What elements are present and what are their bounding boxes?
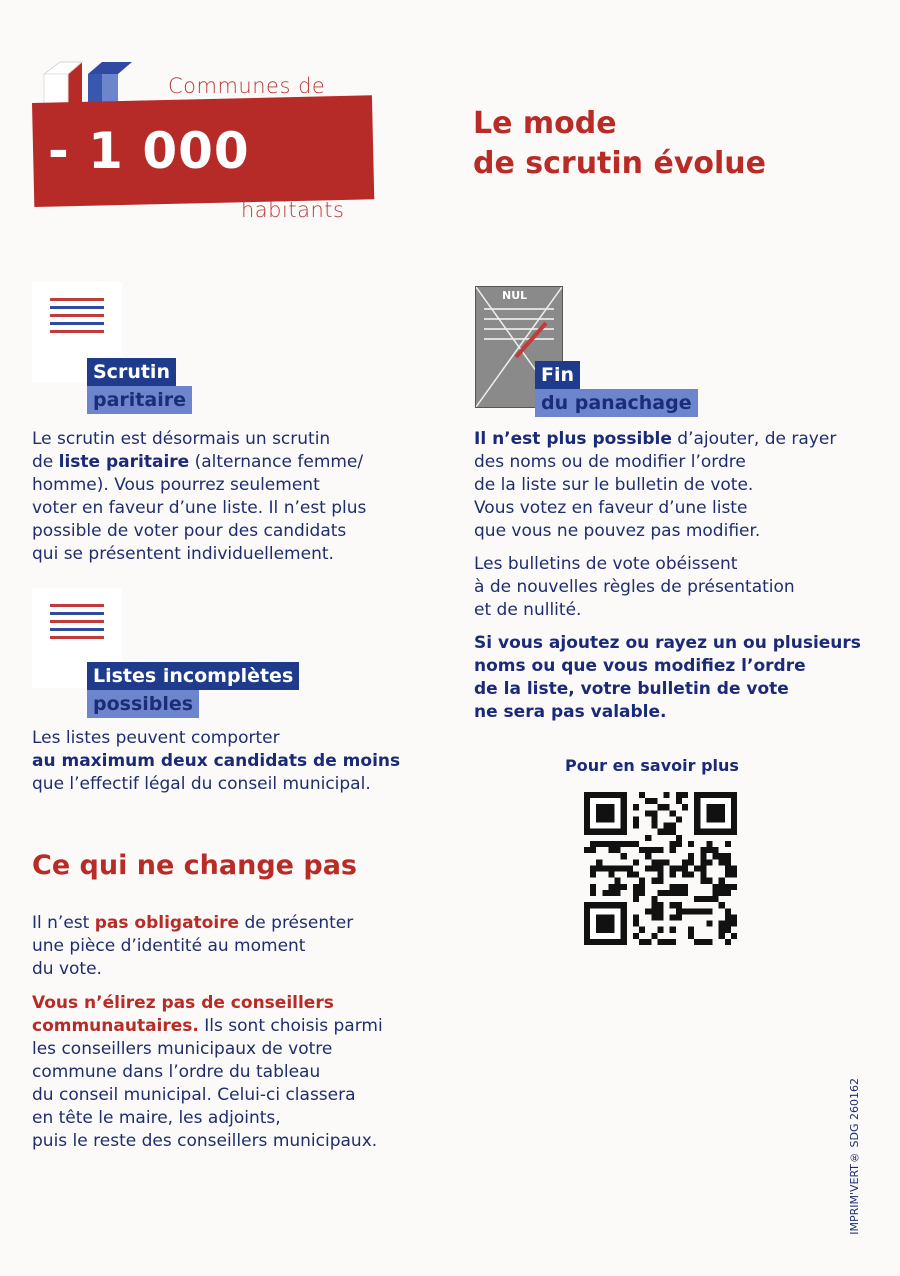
communes-de-label: Communes de xyxy=(168,74,326,98)
listes-incompletes-label: Listes incomplètes possibles xyxy=(87,662,299,718)
invalid-ballot-icon: NUL xyxy=(475,286,563,408)
qr-code-icon[interactable] xyxy=(584,792,737,945)
page-title: Le mode de scrutin évolue xyxy=(473,106,766,181)
habitants-label: habitants xyxy=(241,198,345,222)
scrutin-paritaire-label: Scrutin paritaire xyxy=(87,358,192,414)
section-title: Ce qui ne change pas xyxy=(32,850,357,881)
population-number: - 1 000 xyxy=(48,122,250,180)
fin-panachage-text: Il n’est plus possible d’ajouter, de rayer des noms ou de modifier l’ordre de la liste sur le bulletin de vote. Vous votez en faveur d’une liste que vous ne pouvez pas modifier. Les bulletins de vote obéissent à de nouvelles règles de présentation et de nullité. Si vous ajoutez ou rayez un ou plusieurs noms ou que vous modifiez l’ordre de la liste, votre bulletin de vote ne sera pas valable. xyxy=(474,429,861,722)
scrutin-paritaire-text: Le scrutin est désormais un scrutin de liste paritaire (alternance femme/ homme). Vous pourrez seulement voter en faveur d’une liste. Il n’est plus possible de voter pour des candidats qui se présentent individuellement. xyxy=(32,429,367,564)
listes-incompletes-text: Les listes peuvent comporter au maximum deux candidats de moins que l’effectif légal du conseil municipal. xyxy=(32,728,401,794)
printer-mark: IMPRIM'VERT® SDG 260162 xyxy=(848,1078,861,1235)
savoir-plus-label: Pour en savoir plus xyxy=(565,756,739,775)
fin-panachage-label: Fin du panachage xyxy=(535,361,698,417)
ne-change-pas-text: Il n’est pas obligatoire de présenter une pièce d’identité au moment du vote. Vous n’élirez pas de conseillers communautaires. Ils sont choisis parmi les conseillers municipaux de votre commune dans l’ordre du tableau du conseil municipal. Celui-ci classera en tête le maire, les adjoints, puis le reste des conseillers municipaux. xyxy=(32,913,383,1151)
